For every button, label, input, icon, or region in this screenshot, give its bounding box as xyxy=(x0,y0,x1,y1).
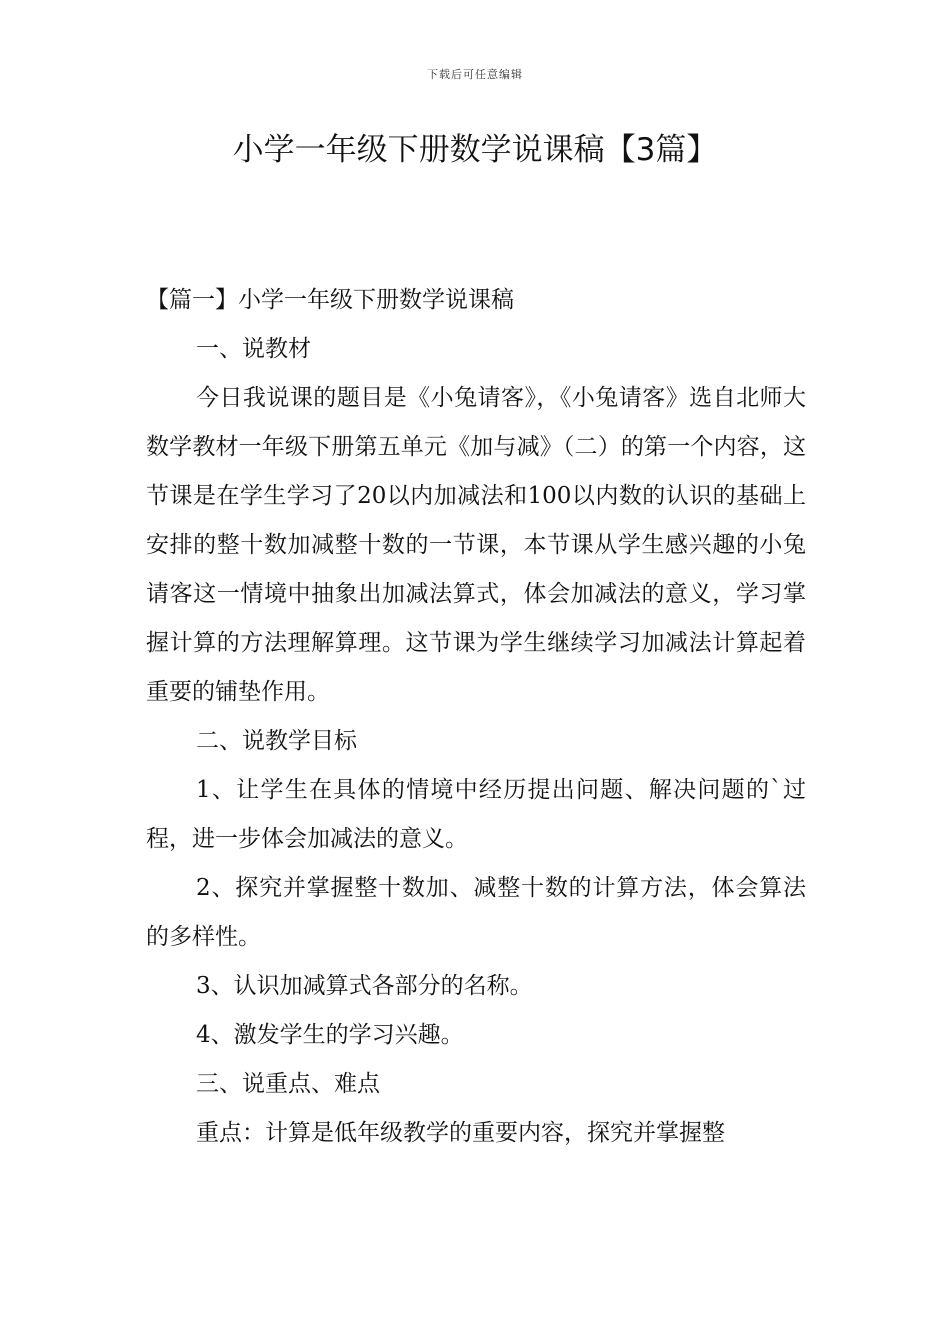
paragraph-key-points: 重点：计算是低年级教学的重要内容，探究并掌握整 xyxy=(196,1120,725,1146)
document-body xyxy=(146,276,806,1158)
section-heading: 【篇一】小学一年级下册数学说课稿 xyxy=(146,287,514,313)
paragraph-textbook: 今日我说课的题目是《小兔请客》，《小兔请客》选自北师大数学教材一年级下册第五单元《加与减》（二）的第一个内容，这节课是在学生学习了20以内加减法和100以内数的认识的基础上安排的整十数加减整十数的一节课，本节课从学生感兴趣的小兔请客这一情境中抽象出加减法算式，体会加减法的意义，学习掌握计算的方法理解算理。这节课为学生继续学习加减法计算起着重要的铺垫作用。 xyxy=(146,385,806,705)
heading-textbook: 一、说教材 xyxy=(196,336,311,362)
document-title: 小学一年级下册数学说课稿【3篇】 xyxy=(232,132,718,168)
goal-item-3: 3、认识加减算式各部分的名称。 xyxy=(196,973,533,999)
goal-item-4: 4、激发学生的学习兴趣。 xyxy=(196,1022,464,1048)
goal-item-2: 2、探究并掌握整十数加、减整十数的计算方法，体会算法的多样性。 xyxy=(146,875,806,950)
goal-item-1: 1、让学生在具体的情境中经历提出问题、解决问题的`过程，进一步体会加减法的意义。 xyxy=(146,777,806,852)
header-note: 下载后可任意编辑 xyxy=(427,68,523,81)
heading-teaching-goals: 二、说教学目标 xyxy=(196,728,357,754)
heading-key-points: 三、说重点、难点 xyxy=(196,1071,380,1097)
